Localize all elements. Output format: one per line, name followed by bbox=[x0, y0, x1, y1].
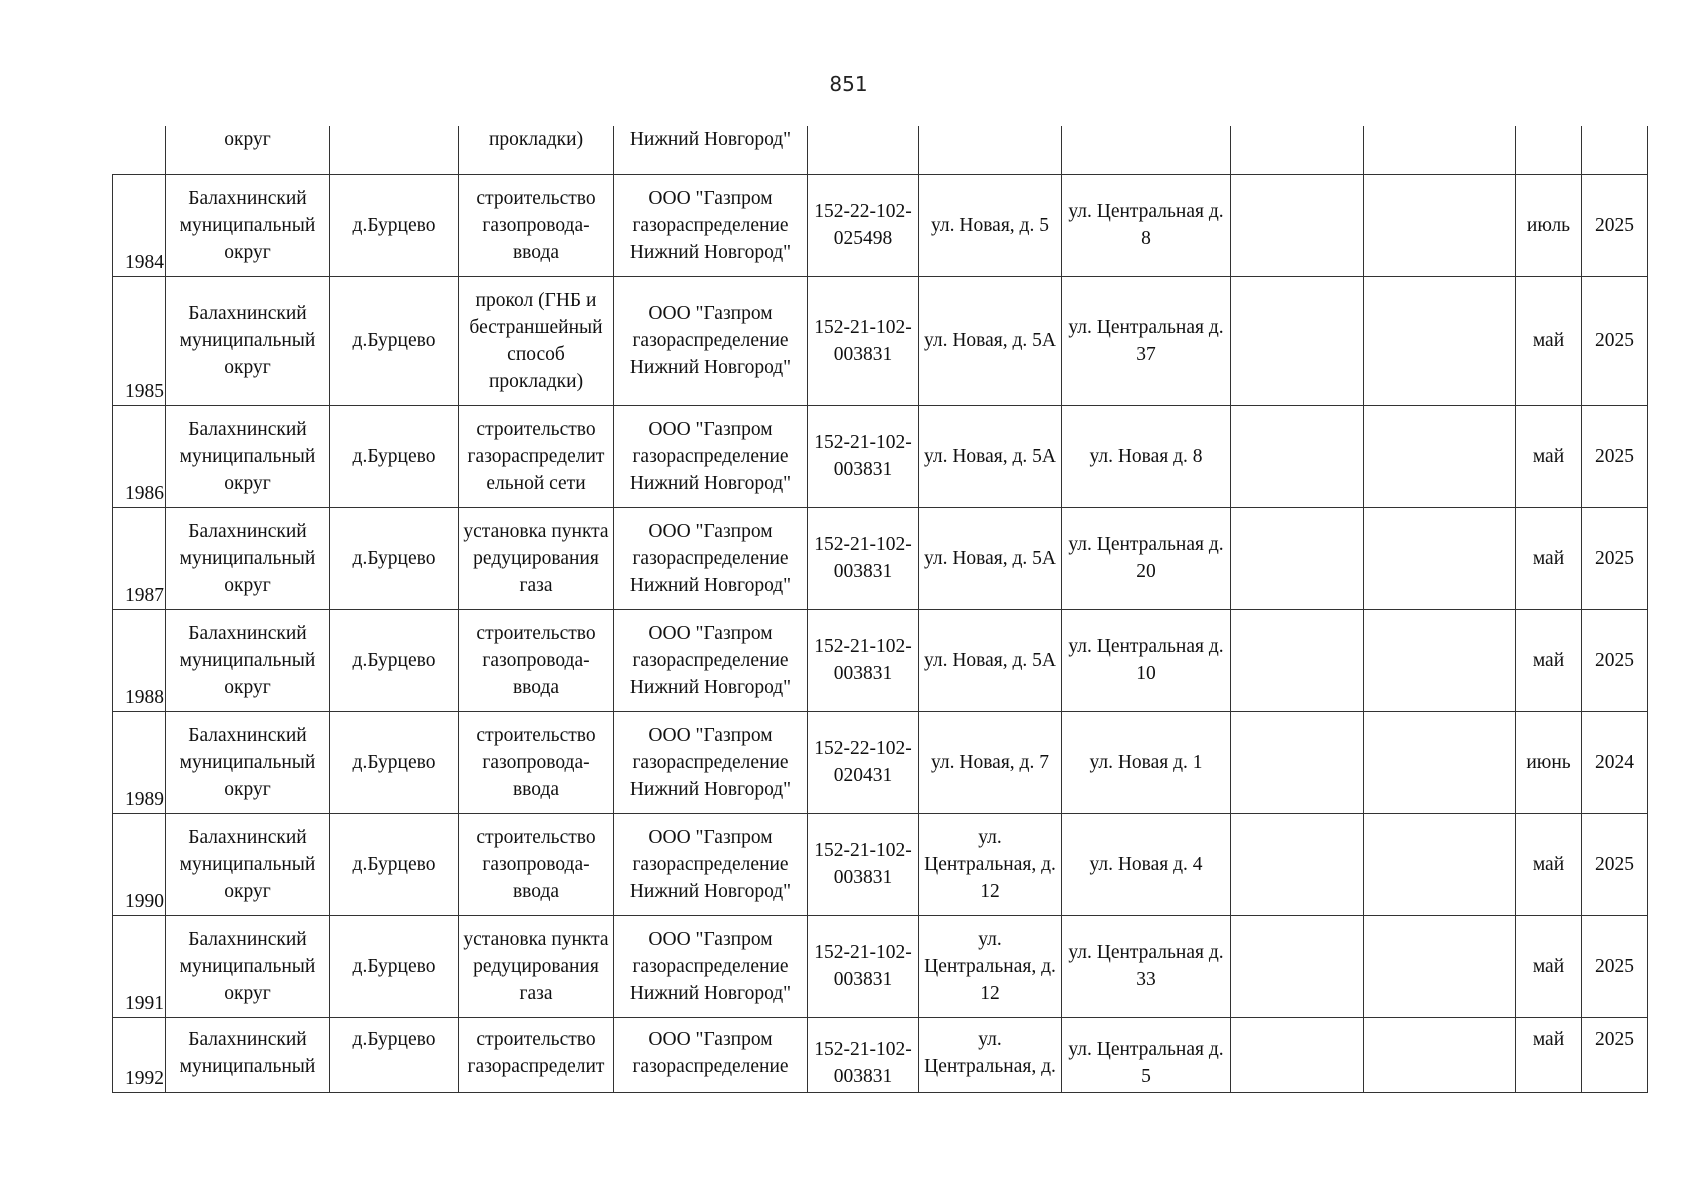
year-cell: 2025 bbox=[1582, 813, 1648, 915]
table-row bbox=[113, 915, 1648, 1017]
locality-cell: д.Бурцево bbox=[330, 405, 459, 507]
row-number-cell: 1988 bbox=[113, 609, 166, 711]
code-cell: 152-22-102-020431 bbox=[808, 711, 919, 813]
table-row bbox=[113, 174, 1648, 276]
empty-cell bbox=[1364, 609, 1516, 711]
work-type-cell: установка пункта редуцирования газа bbox=[459, 507, 614, 609]
empty-cell bbox=[1364, 507, 1516, 609]
year-cell: 2025 bbox=[1582, 507, 1648, 609]
locality-cell: д.Бурцево bbox=[330, 609, 459, 711]
to-address-cell: ул. Центральная д. 37 bbox=[1062, 276, 1231, 405]
row-number-cell: 1986 bbox=[113, 405, 166, 507]
empty-cell bbox=[1231, 915, 1364, 1017]
to-address-cell bbox=[1062, 126, 1231, 174]
table-row-continued bbox=[113, 126, 1648, 174]
locality-cell: д.Бурцево bbox=[330, 276, 459, 405]
from-address-cell: ул. Центральная, д. 12 bbox=[919, 813, 1062, 915]
page-number: 851 bbox=[829, 72, 868, 96]
organization-cell: ООО "Газпром газораспределение Нижний Новгород" bbox=[614, 507, 808, 609]
organization-cell: ООО "Газпром газораспределение Нижний Новгород" bbox=[614, 915, 808, 1017]
from-address-cell: ул. Новая, д. 5А bbox=[919, 507, 1062, 609]
row-number-cell bbox=[113, 126, 166, 174]
empty-cell bbox=[1231, 609, 1364, 711]
from-address-cell: ул. Новая, д. 5А bbox=[919, 405, 1062, 507]
organization-cell: ООО "Газпром газораспределение Нижний Новгород" bbox=[614, 174, 808, 276]
locality-cell: д.Бурцево bbox=[330, 711, 459, 813]
work-type-cell: прокладки) bbox=[459, 126, 614, 174]
district-cell: Балахнинский муниципальный округ bbox=[166, 915, 330, 1017]
locality-cell: д.Бурцево bbox=[330, 813, 459, 915]
table-row bbox=[113, 711, 1648, 813]
from-address-cell: ул. Новая, д. 5А bbox=[919, 609, 1062, 711]
table-row bbox=[113, 405, 1648, 507]
organization-cell: ООО "Газпром газораспределение Нижний Новгород" bbox=[614, 711, 808, 813]
code-cell bbox=[808, 126, 919, 174]
from-address-cell: ул. Центральная, д. bbox=[919, 1017, 1062, 1092]
work-type-cell: прокол (ГНБ и бестраншейный способ прокладки) bbox=[459, 276, 614, 405]
district-cell: Балахнинский муниципальный округ bbox=[166, 813, 330, 915]
organization-cell: ООО "Газпром газораспределение Нижний Новгород" bbox=[614, 609, 808, 711]
code-cell: 152-21-102-003831 bbox=[808, 276, 919, 405]
empty-cell bbox=[1364, 126, 1516, 174]
to-address-cell: ул. Новая д. 4 bbox=[1062, 813, 1231, 915]
work-type-cell: установка пункта редуцирования газа bbox=[459, 915, 614, 1017]
to-address-cell: ул. Новая д. 1 bbox=[1062, 711, 1231, 813]
month-cell: май bbox=[1516, 276, 1582, 405]
to-address-cell: ул. Центральная д. 5 bbox=[1062, 1017, 1231, 1092]
district-cell: округ bbox=[166, 126, 330, 174]
table-row bbox=[113, 813, 1648, 915]
year-cell: 2024 bbox=[1582, 711, 1648, 813]
organization-cell: ООО "Газпром газораспределение bbox=[614, 1017, 808, 1092]
empty-cell bbox=[1231, 126, 1364, 174]
month-cell: май bbox=[1516, 813, 1582, 915]
month-cell: май bbox=[1516, 609, 1582, 711]
table-row bbox=[113, 276, 1648, 405]
from-address-cell: ул. Новая, д. 5А bbox=[919, 276, 1062, 405]
to-address-cell: ул. Центральная д. 8 bbox=[1062, 174, 1231, 276]
month-cell: май bbox=[1516, 405, 1582, 507]
month-cell: май bbox=[1516, 915, 1582, 1017]
organization-cell: Нижний Новгород" bbox=[614, 126, 808, 174]
empty-cell bbox=[1364, 276, 1516, 405]
table-row bbox=[113, 1017, 1648, 1092]
work-schedule-table bbox=[112, 126, 1648, 1093]
to-address-cell: ул. Новая д. 8 bbox=[1062, 405, 1231, 507]
code-cell: 152-21-102-003831 bbox=[808, 1017, 919, 1092]
year-cell: 2025 bbox=[1582, 405, 1648, 507]
district-cell: Балахнинский муниципальный bbox=[166, 1017, 330, 1092]
empty-cell bbox=[1231, 813, 1364, 915]
to-address-cell: ул. Центральная д. 33 bbox=[1062, 915, 1231, 1017]
empty-cell bbox=[1364, 405, 1516, 507]
empty-cell bbox=[1364, 813, 1516, 915]
district-cell: Балахнинский муниципальный округ bbox=[166, 276, 330, 405]
work-type-cell: строительство газопровода-ввода bbox=[459, 174, 614, 276]
from-address-cell: ул. Новая, д. 7 bbox=[919, 711, 1062, 813]
year-cell: 2025 bbox=[1582, 609, 1648, 711]
organization-cell: ООО "Газпром газораспределение Нижний Новгород" bbox=[614, 276, 808, 405]
from-address-cell: ул. Центральная, д. 12 bbox=[919, 915, 1062, 1017]
code-cell: 152-21-102-003831 bbox=[808, 405, 919, 507]
from-address-cell bbox=[919, 126, 1062, 174]
empty-cell bbox=[1231, 174, 1364, 276]
row-number-cell: 1987 bbox=[113, 507, 166, 609]
month-cell: июль bbox=[1516, 174, 1582, 276]
district-cell: Балахнинский муниципальный округ bbox=[166, 609, 330, 711]
row-number-cell: 1985 bbox=[113, 276, 166, 405]
work-type-cell: строительство газораспределит ельной сети bbox=[459, 405, 614, 507]
empty-cell bbox=[1231, 507, 1364, 609]
code-cell: 152-21-102-003831 bbox=[808, 813, 919, 915]
empty-cell bbox=[1231, 405, 1364, 507]
empty-cell bbox=[1364, 1017, 1516, 1092]
code-cell: 152-21-102-003831 bbox=[808, 915, 919, 1017]
year-cell: 2025 bbox=[1582, 915, 1648, 1017]
locality-cell: д.Бурцево bbox=[330, 174, 459, 276]
work-type-cell: строительство газопровода-ввода bbox=[459, 813, 614, 915]
empty-cell bbox=[1364, 711, 1516, 813]
to-address-cell: ул. Центральная д. 10 bbox=[1062, 609, 1231, 711]
district-cell: Балахнинский муниципальный округ bbox=[166, 507, 330, 609]
row-number-cell: 1990 bbox=[113, 813, 166, 915]
empty-cell bbox=[1364, 174, 1516, 276]
organization-cell: ООО "Газпром газораспределение Нижний Новгород" bbox=[614, 405, 808, 507]
row-number-cell: 1989 bbox=[113, 711, 166, 813]
row-number-cell: 1984 bbox=[113, 174, 166, 276]
code-cell: 152-21-102-003831 bbox=[808, 609, 919, 711]
table-row bbox=[113, 609, 1648, 711]
empty-cell bbox=[1231, 276, 1364, 405]
empty-cell bbox=[1364, 915, 1516, 1017]
month-cell bbox=[1516, 126, 1582, 174]
code-cell: 152-21-102-003831 bbox=[808, 507, 919, 609]
row-number-cell: 1991 bbox=[113, 915, 166, 1017]
year-cell: 2025 bbox=[1582, 276, 1648, 405]
locality-cell bbox=[330, 126, 459, 174]
month-cell: май bbox=[1516, 507, 1582, 609]
locality-cell: д.Бурцево bbox=[330, 1017, 459, 1092]
empty-cell bbox=[1231, 711, 1364, 813]
code-cell: 152-22-102-025498 bbox=[808, 174, 919, 276]
month-cell: июнь bbox=[1516, 711, 1582, 813]
locality-cell: д.Бурцево bbox=[330, 915, 459, 1017]
district-cell: Балахнинский муниципальный округ bbox=[166, 405, 330, 507]
row-number-cell: 1992 bbox=[113, 1017, 166, 1092]
year-cell bbox=[1582, 126, 1648, 174]
empty-cell bbox=[1231, 1017, 1364, 1092]
district-cell: Балахнинский муниципальный округ bbox=[166, 174, 330, 276]
month-cell: май bbox=[1516, 1017, 1582, 1092]
from-address-cell: ул. Новая, д. 5 bbox=[919, 174, 1062, 276]
locality-cell: д.Бурцево bbox=[330, 507, 459, 609]
to-address-cell: ул. Центральная д. 20 bbox=[1062, 507, 1231, 609]
work-type-cell: строительство газопровода-ввода bbox=[459, 711, 614, 813]
year-cell: 2025 bbox=[1582, 174, 1648, 276]
district-cell: Балахнинский муниципальный округ bbox=[166, 711, 330, 813]
table-row bbox=[113, 507, 1648, 609]
work-type-cell: строительство газопровода-ввода bbox=[459, 609, 614, 711]
work-type-cell: строительство газораспределит bbox=[459, 1017, 614, 1092]
organization-cell: ООО "Газпром газораспределение Нижний Новгород" bbox=[614, 813, 808, 915]
year-cell: 2025 bbox=[1582, 1017, 1648, 1092]
